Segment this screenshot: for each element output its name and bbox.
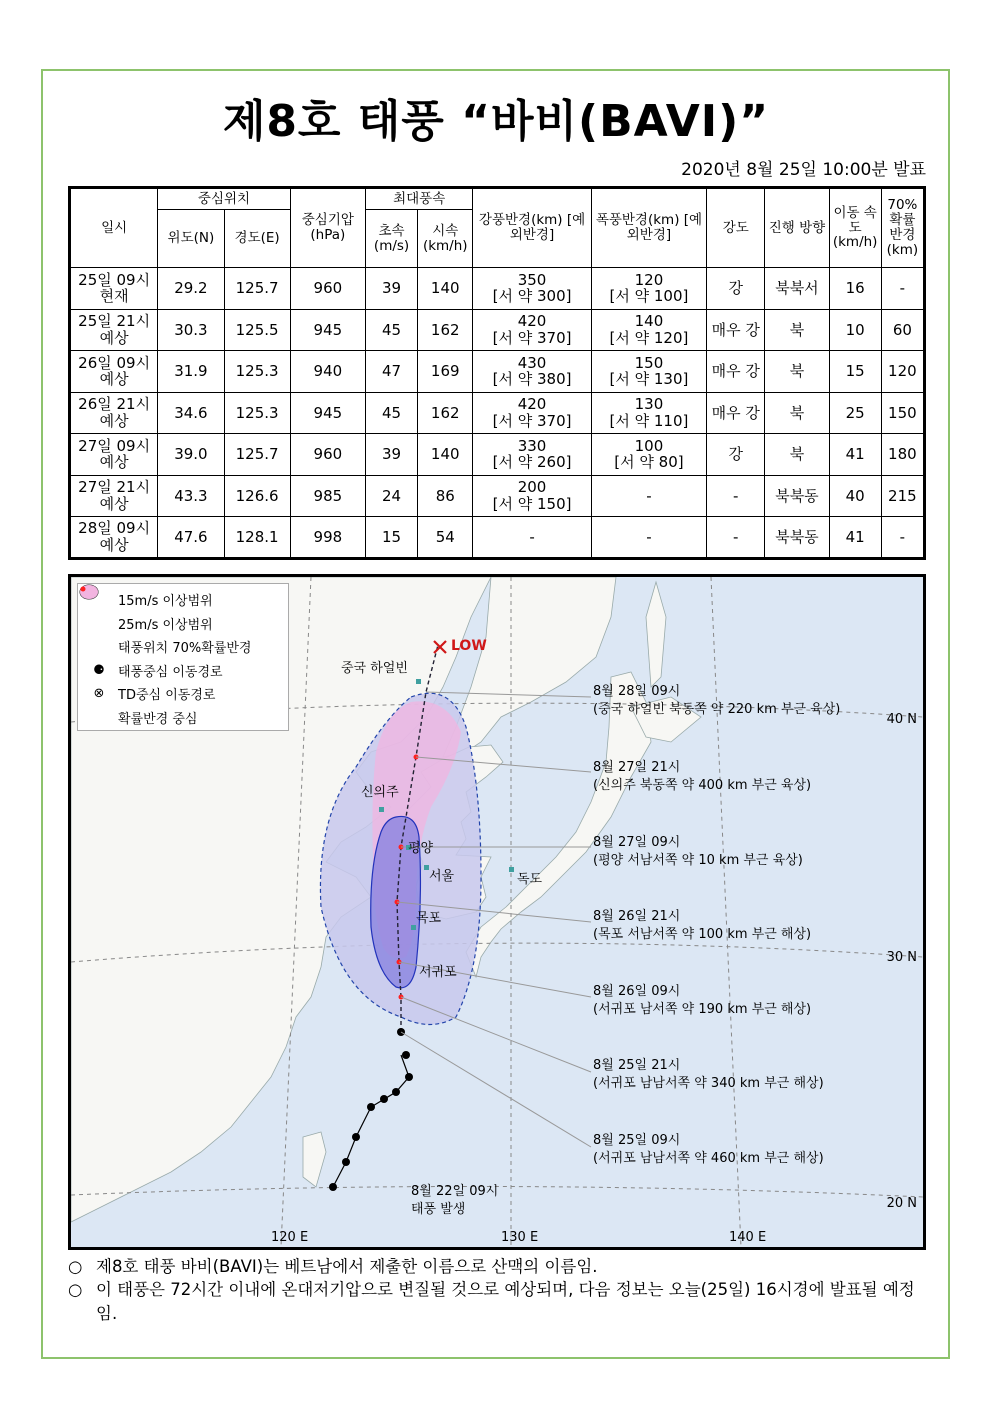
table-row [70,392,925,434]
table-row [70,309,925,351]
cell-prob-text: - [899,527,906,546]
cell-intensity [707,475,765,517]
cell-intensity [707,517,765,559]
cell-ms [365,434,417,476]
lon-140-label: 140 E [729,1230,767,1245]
cell-kmh-text: 86 [435,486,455,505]
cell-time-text: 28일 09시 [78,519,151,538]
cell-speed-text: 15 [845,362,865,380]
legend-track-label: 태풍중심 이동경로 [118,664,223,680]
annotation-text: (목포 서남서쪽 약 100 km 부근 해상) [593,926,812,942]
cell-intensity [707,268,765,310]
cell-pressure [290,517,365,559]
cell-storm-radius-text: 130 [634,395,664,414]
cell-lon-text: 128.1 [235,527,279,546]
cell-strong-radius-text: 200 [517,478,547,497]
cell-speed [829,309,881,351]
cell-kmh [418,475,473,517]
cell-direction [765,309,829,351]
cell-kmh-text: 169 [430,362,460,380]
cell-strong-radius-text: [서 약 300] [492,287,572,306]
cell-time-text: 27일 21시 [78,478,151,497]
cell-lat-text: 43.3 [174,486,208,505]
forecast-table [68,186,926,560]
map-legend [77,583,289,731]
cell-lat [158,517,224,559]
cell-ms-text: 47 [382,362,402,380]
header-lat: 위도(N) [158,210,224,268]
cell-kmh [418,309,473,351]
cell-time-text: 예상 [99,370,129,389]
cell-kmh-text: 140 [430,445,460,463]
header-direction: 진행 방향 [765,188,829,268]
cell-direction-text: 북 [789,403,805,422]
track-annotation [593,834,803,869]
cell-storm-radius-text: 150 [634,353,664,372]
cell-kmh-text: 54 [435,527,455,546]
cell-intensity [707,392,765,434]
cell-strong-radius-text: 350 [517,270,547,289]
cell-storm-radius [591,268,706,310]
cell-pressure-text: 960 [313,279,343,297]
cell-storm-radius-text: [서 약 110] [609,411,689,430]
cell-speed [829,434,881,476]
cell-direction [765,351,829,393]
cell-direction [765,268,829,310]
cell-kmh [418,517,473,559]
cell-strong-radius-text: [서 약 370] [492,328,572,347]
cell-prob-text: 215 [888,486,917,505]
cell-kmh [418,434,473,476]
cell-prob [881,517,924,559]
cell-strong-radius [473,392,591,434]
cell-time-text: 예상 [99,411,129,430]
city-pyongyang: 평양 [408,841,434,856]
typhoon-icon: ⚈ [93,662,105,678]
header-prob-radius: 70% 확률 반경 (km) [881,188,924,268]
cell-lat-text: 31.9 [174,362,208,380]
cell-speed-text: 41 [845,445,865,463]
cell-storm-radius [591,475,706,517]
cell-lon-text: 125.3 [235,403,279,422]
track-annotation [593,683,840,718]
cell-lat [158,351,224,393]
note-2: 이 태풍은 72시간 이내에 온대저기압으로 변질될 것으로 예상되며, 다음 정보는 오늘(25일) 16시경에 발표될 예정임. [96,1280,915,1323]
cell-prob [881,268,924,310]
cell-kmh [418,268,473,310]
cell-storm-radius-text: [서 약 130] [609,370,689,389]
lat-40-label: 40 N [886,712,917,727]
cell-kmh-text: 140 [430,279,460,297]
legend-td-label: TD중심 이동경로 [118,688,216,704]
cell-intensity-text: 강 [728,279,743,297]
cell-prob-text: 60 [892,320,912,339]
cell-time-text: 26일 21시 [78,395,151,414]
cell-speed-text: 41 [845,527,865,546]
cell-direction [765,434,829,476]
cell-time-text: 예상 [99,328,129,347]
cell-time [70,351,158,393]
table-row [70,475,925,517]
cell-storm-radius-text: 120 [634,270,664,289]
cell-intensity-text: 강 [728,445,743,463]
cell-ms-text: 15 [382,527,402,546]
cell-time-text: 예상 [99,535,129,554]
city-dokdo: 독도 [517,872,543,887]
cell-lon [224,517,290,559]
cell-lat [158,475,224,517]
cell-storm-radius-text: 100 [634,436,664,455]
cell-ms [365,351,417,393]
cell-storm-radius-text: - [646,527,652,546]
cell-ms [365,268,417,310]
cell-kmh [418,351,473,393]
cell-lat-text: 34.6 [174,403,208,422]
legend-dot-label: 확률반경 중심 [118,711,198,727]
cell-strong-radius-text: 420 [517,395,547,414]
cell-time [70,309,158,351]
cell-speed-text: 16 [845,279,865,297]
cell-ms [365,309,417,351]
cell-prob [881,434,924,476]
header-speed: 이동 속도 (km/h) [829,188,881,268]
cell-lat-text: 29.2 [174,279,208,297]
cell-prob-text: 120 [888,362,917,380]
cell-time-text: 27일 09시 [78,436,151,455]
cell-prob [881,392,924,434]
city-seogwipo: 서귀포 [419,965,457,980]
cell-strong-radius-text: [서 약 260] [492,453,572,472]
lat-20-label: 20 N [886,1196,917,1211]
annotation-date: 8월 27일 21시 [593,760,681,775]
cell-ms-text: 39 [382,279,402,297]
cell-storm-radius [591,517,706,559]
cell-time-text: 25일 21시 [78,312,151,331]
cell-lat-text: 47.6 [174,527,208,546]
cell-prob [881,475,924,517]
cell-lat-text: 39.0 [174,445,208,463]
cell-speed [829,268,881,310]
notes [68,1255,928,1325]
cell-lon-text: 125.7 [235,279,279,297]
cell-pressure-text: 945 [313,320,343,339]
annotation-text: (신의주 북동쪽 약 400 km 부근 육상) [593,777,812,793]
cell-direction-text: 북북서 [775,279,819,297]
cell-pressure-text: 945 [313,403,343,422]
header-kmh: 시속 (km/h) [418,210,473,268]
cell-direction [765,475,829,517]
cell-strong-radius [473,517,591,559]
cell-speed-text: 25 [845,403,865,422]
track-annotation [593,1132,824,1167]
cell-time-text: 현재 [99,287,129,306]
cell-storm-radius-text: - [646,486,652,505]
cell-direction-text: 북 [789,320,805,339]
cell-lon [224,475,290,517]
cell-intensity-text: 매우 강 [711,403,760,422]
cell-ms-text: 24 [382,486,402,505]
annotation-text: (서귀포 남서쪽 약 190 km 부근 해상) [593,1001,812,1017]
cell-lon-text: 125.3 [235,362,279,380]
cell-ms [365,475,417,517]
cell-strong-radius-text: [서 약 370] [492,411,572,430]
cell-time-text: 25일 09시 [78,270,151,289]
header-ms: 초속 (m/s) [365,210,417,268]
legend-25ms-label: 25m/s 이상범위 [118,617,213,633]
cell-pressure-text: 960 [313,445,343,463]
cell-direction [765,517,829,559]
cell-prob [881,351,924,393]
header-strong-radius: 강풍반경(km) [예외반경] [473,188,591,268]
cell-storm-radius-text: [서 약 120] [609,328,689,347]
cell-ms [365,517,417,559]
cell-lat-text: 30.3 [174,320,208,339]
annotation-text: (서귀포 남남서쪽 약 340 km 부근 해상) [593,1075,824,1091]
cell-intensity [707,434,765,476]
cell-lat [158,392,224,434]
table-row [70,517,925,559]
header-maxwind: 최대풍속 [365,188,472,210]
low-label: LOW [451,638,487,654]
cell-kmh [418,392,473,434]
cell-pressure [290,268,365,310]
city-seoul: 서울 [429,869,455,884]
cell-time [70,268,158,310]
lat-30-label: 30 N [886,950,917,965]
city-mokpo: 목포 [416,911,442,926]
cell-kmh-text: 162 [430,403,460,422]
genesis-text: 태풍 발생 [411,1201,466,1217]
cell-storm-radius [591,434,706,476]
header-intensity: 강도 [707,188,765,268]
cell-storm-radius [591,309,706,351]
lon-130-label: 130 E [501,1230,539,1245]
cell-time-text: 예상 [99,494,129,513]
cell-time-text: 예상 [99,453,129,472]
cell-lon-text: 125.5 [235,320,279,339]
cell-intensity-text: 매우 강 [711,320,760,339]
cell-direction [765,392,829,434]
cell-ms-text: 39 [382,445,402,463]
cell-lon [224,434,290,476]
cell-strong-radius-text: [서 약 380] [492,370,572,389]
cell-intensity-text: 매우 강 [711,362,760,380]
cell-lon-text: 125.7 [235,445,279,463]
cell-speed [829,517,881,559]
cell-lat [158,309,224,351]
annotation-text: (중국 하얼빈 북동쪽 약 220 km 부근 육상) [593,701,841,717]
cell-direction-text: 북북동 [775,527,819,546]
cell-lat [158,268,224,310]
cell-pressure [290,309,365,351]
cell-strong-radius [473,351,591,393]
table-row [70,351,925,393]
cell-pressure [290,351,365,393]
track-annotation [593,908,811,943]
annotation-date: 8월 25일 09시 [593,1133,681,1148]
annotation-date: 8월 26일 21시 [593,909,681,924]
track-annotation [593,1057,824,1092]
legend-15ms-label: 15m/s 이상범위 [118,594,213,610]
header-lon: 경도(E) [224,210,290,268]
cell-time [70,475,158,517]
cell-direction-text: 북북동 [775,486,819,505]
cell-pressure-text: 998 [313,527,343,546]
cell-strong-radius [473,475,591,517]
genesis-date: 8월 22일 09시 [411,1184,499,1199]
annotation-date: 8월 26일 09시 [593,984,681,999]
annotation-text: (서귀포 남남서쪽 약 460 km 부근 해상) [593,1150,824,1166]
cell-speed-text: 10 [845,320,865,339]
cell-prob-text: 150 [888,403,917,422]
cell-lon [224,351,290,393]
cell-strong-radius-text: 430 [517,353,547,372]
note-bullet: ○ [68,1257,83,1276]
track-annotation [593,759,811,794]
cell-prob-text: 180 [888,445,917,463]
cell-speed [829,392,881,434]
legend-prob70-label: 태풍위치 70%확률반경 [118,641,252,657]
cell-strong-radius-text: - [529,527,535,546]
genesis-label [411,1183,498,1218]
cell-intensity [707,309,765,351]
cell-time [70,434,158,476]
cell-intensity-text: - [733,486,739,505]
cell-lon [224,309,290,351]
issue-date: 2020년 8월 25일 10:00분 발표 [681,160,926,180]
cell-speed [829,351,881,393]
city-sinuiju: 신의주 [361,785,399,800]
cell-time [70,517,158,559]
annotation-text: (평양 서남서쪽 약 10 km 부근 육상) [593,852,803,868]
cell-strong-radius [473,268,591,310]
td-circle-x-icon: ⊗ [93,686,105,702]
note-1: 제8호 태풍 바비(BAVI)는 베트남에서 제출한 이름으로 산맥의 이름임. [96,1257,598,1276]
header-pressure: 중심기압 (hPa) [290,188,365,268]
cell-strong-radius [473,309,591,351]
cell-time-text: 26일 09시 [78,353,151,372]
cell-pressure [290,434,365,476]
cell-strong-radius-text: 330 [517,436,547,455]
cell-storm-radius [591,392,706,434]
cell-kmh-text: 162 [430,320,460,339]
cell-storm-radius [591,351,706,393]
cell-lon [224,392,290,434]
table-row [70,268,925,310]
cell-pressure-text: 985 [313,486,343,505]
annotation-date: 8월 25일 21시 [593,1058,681,1073]
header-time: 일시 [70,188,158,268]
cell-prob-text: - [899,279,906,297]
cell-pressure [290,475,365,517]
annotation-date: 8월 28일 09시 [593,684,681,699]
table-row [70,434,925,476]
header-center: 중심위치 [158,188,290,210]
cell-storm-radius-text: 140 [634,312,664,331]
cell-pressure-text: 940 [313,362,343,380]
cell-speed-text: 40 [845,486,865,505]
cell-storm-radius-text: [서 약 100] [609,287,689,306]
track-annotation [593,983,811,1018]
cell-strong-radius-text: [서 약 150] [492,494,572,513]
cell-ms [365,392,417,434]
cell-direction-text: 북 [789,362,805,380]
cell-lat [158,434,224,476]
cell-intensity-text: - [733,527,739,546]
cell-ms-text: 45 [382,403,402,422]
page-title: 제8호 태풍 “바비(BAVI)” [222,96,770,147]
cell-speed [829,475,881,517]
cell-direction-text: 북 [789,445,805,463]
cell-lon [224,268,290,310]
note-bullet: ○ [68,1280,83,1300]
lon-120-label: 120 E [271,1230,309,1245]
city-harbin: 중국 하얼빈 [341,661,408,676]
cell-strong-radius [473,434,591,476]
cell-pressure [290,392,365,434]
cell-ms-text: 45 [382,320,402,339]
annotation-date: 8월 27일 09시 [593,835,681,850]
cell-prob [881,309,924,351]
cell-intensity [707,351,765,393]
header-storm-radius: 폭풍반경(km) [예외반경] [591,188,706,268]
cell-time [70,392,158,434]
cell-storm-radius-text: [서 약 80] [614,453,684,472]
cell-strong-radius-text: 420 [517,312,547,331]
cell-lon-text: 126.6 [235,486,279,505]
typhoon-track-map [68,574,926,1250]
